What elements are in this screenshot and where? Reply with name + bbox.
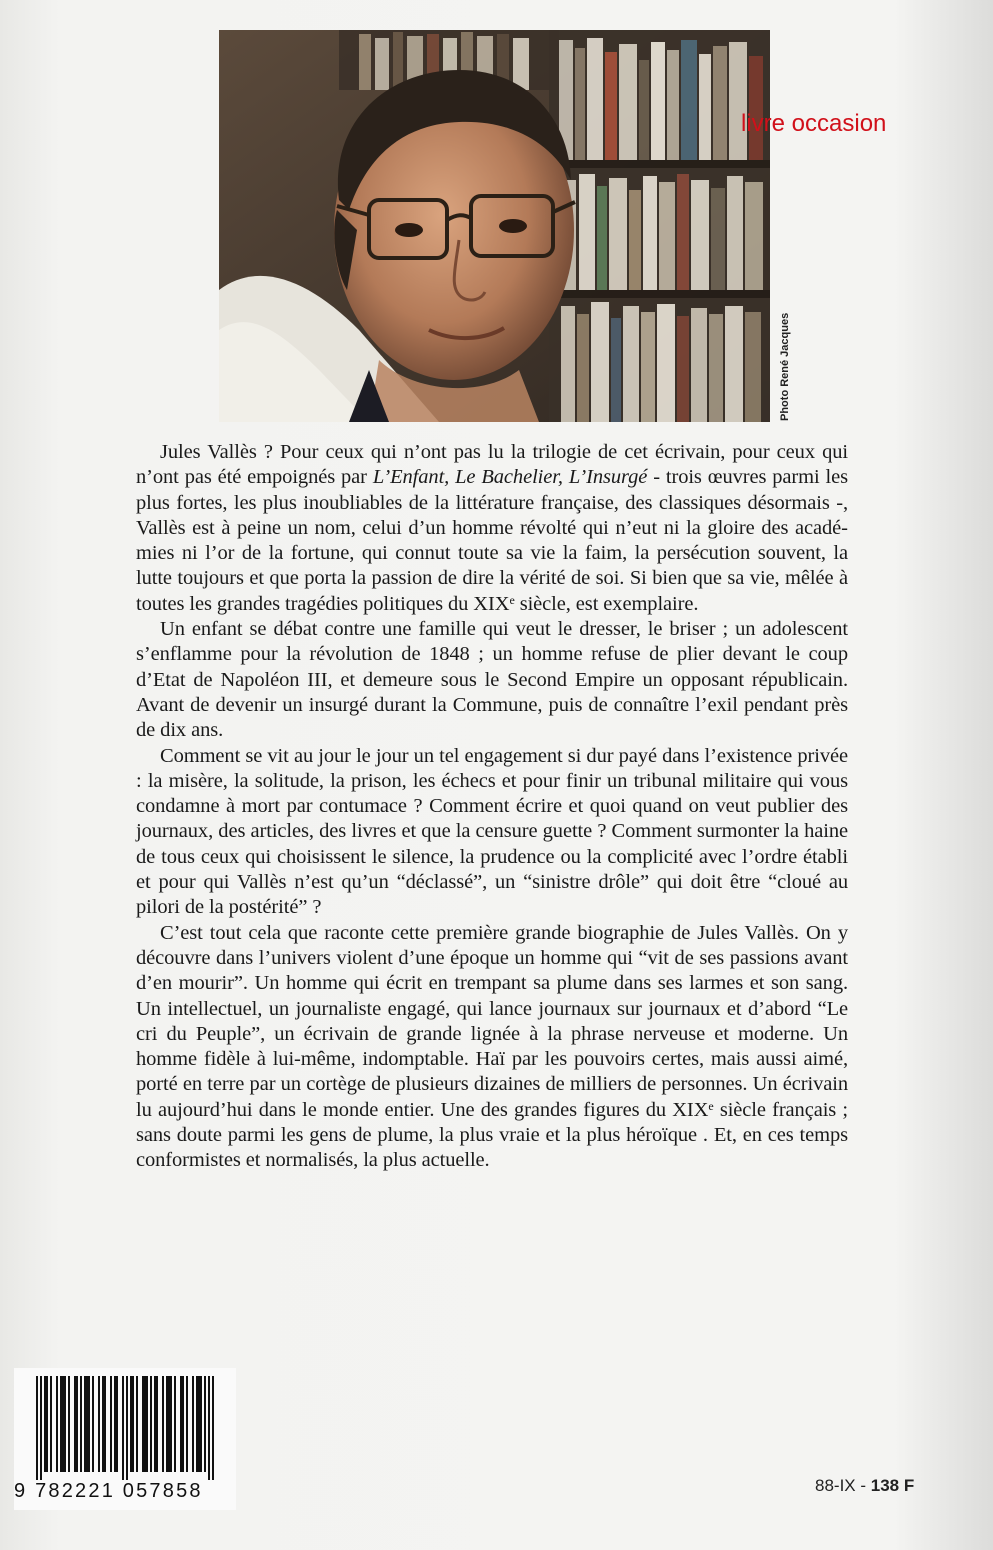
author-photo bbox=[219, 30, 770, 422]
paragraph-4-text-b: siècle français ; sans doute parmi les gens de plume, la plus vraie et la plus héroïque . Et, en ces temps conformistes et normalisés, la plus actuelle. bbox=[136, 1098, 848, 1172]
paragraph-1 bbox=[136, 440, 848, 617]
price-value: 138 F bbox=[870, 1476, 915, 1495]
paragraph-1-text-c: siècle, est exemplaire. bbox=[514, 592, 699, 615]
isbn-number: 9 782221 057858 bbox=[14, 1480, 236, 1503]
superscript: e bbox=[509, 592, 515, 607]
isbn-barcode bbox=[14, 1368, 236, 1510]
paragraph-1-text-b: - trois œuvres parmi les plus fortes, les plus inoubliables de la littérature française, des classiques désormais -, Vallès est à peine un nom, celui d’un homme révolté qui n’eut ni la gloire des académies ni l’or de la fortune, qui connut toute sa vie la faim, la persécution souvent, la lutte toujours et que porta la passion de dire la vérité de soi. Si bien que sa vie, mêlée à toutes les grandes tragédies politiques du XIX bbox=[136, 466, 849, 615]
paragraph-3: Comment se vit au jour le jour un tel engagement si dur payé dans l’existence privée : la misère, la solitude, la prison, les échecs et pour finir un tribunal militaire qui vous condamne à mort par contumace ? Comment écrire et quoi quand on veut publier des journaux, des articles, des livres et que la censure guette ? Comment surmonter la haine de tous ceux qui choisissent le silence, la prudence ou la complicité avec l’ordre établi et pour qui Vallès n’est qu’un “déclassé”, un “sinistre drôle” qui doit être “cloué au pilori de la postérité” ? bbox=[136, 744, 848, 919]
paragraph-1-text-a: Jules Vallès ? Pour ceux qui n’ont pas lu la trilogie de cet écrivain, pour ceux qui n’ont pas été empoignés par bbox=[136, 441, 848, 489]
back-cover-blurb bbox=[136, 440, 848, 1174]
paragraph-4-text-a: C’est tout cela que raconte cette première grande biographie de Jules Vallès. On y découvre dans l’univers violent d’une époque un homme qui “vit de ses passions avant d’en mourir”. Un homme qui écrit en trempant sa plume dans ses larmes et son sang. Un intellectuel, un journaliste engagé, qui lance journaux sur journaux et d’abord “Le cri du Peuple”, un écrivain de grande lignée à la phrase nerveuse et moderne. Un homme fidèle à lui-même, indomptable. Haï par les pouvoirs certes, mais aussi aimé, porté en terre par un cortège de plusieurs dizaines de milliers de personnes. Un écrivain lu aujourd’hui dans le monde entier. Une des grandes figures du XIX bbox=[136, 921, 848, 1121]
price-code: 88-IX - bbox=[815, 1476, 871, 1495]
photo-credit bbox=[770, 312, 800, 430]
paragraph-2: Un enfant se débat contre une famille qui veut le dresser, le briser ; un adolescent s’enflamme pour la révolution de 1848 ; un homme refuse de plier devant le coup d’Etat de Napoléon III, et demeure sous le Second Empire un opposant républicain. Avant de devenir un insurgé durant la Commune, puis de connaître l’exil pendant près de dix ans. bbox=[136, 618, 848, 742]
barcode-bars bbox=[22, 1376, 228, 1480]
photo-credit-text: Photo René Jacques bbox=[779, 312, 791, 421]
book-titles: L’Enfant, Le Bachelier, L’Insurgé bbox=[372, 466, 648, 489]
superscript: e bbox=[708, 1098, 714, 1113]
price-label bbox=[815, 1476, 914, 1496]
paragraph-4 bbox=[136, 921, 848, 1174]
watermark-label: livre occasion bbox=[741, 110, 887, 137]
